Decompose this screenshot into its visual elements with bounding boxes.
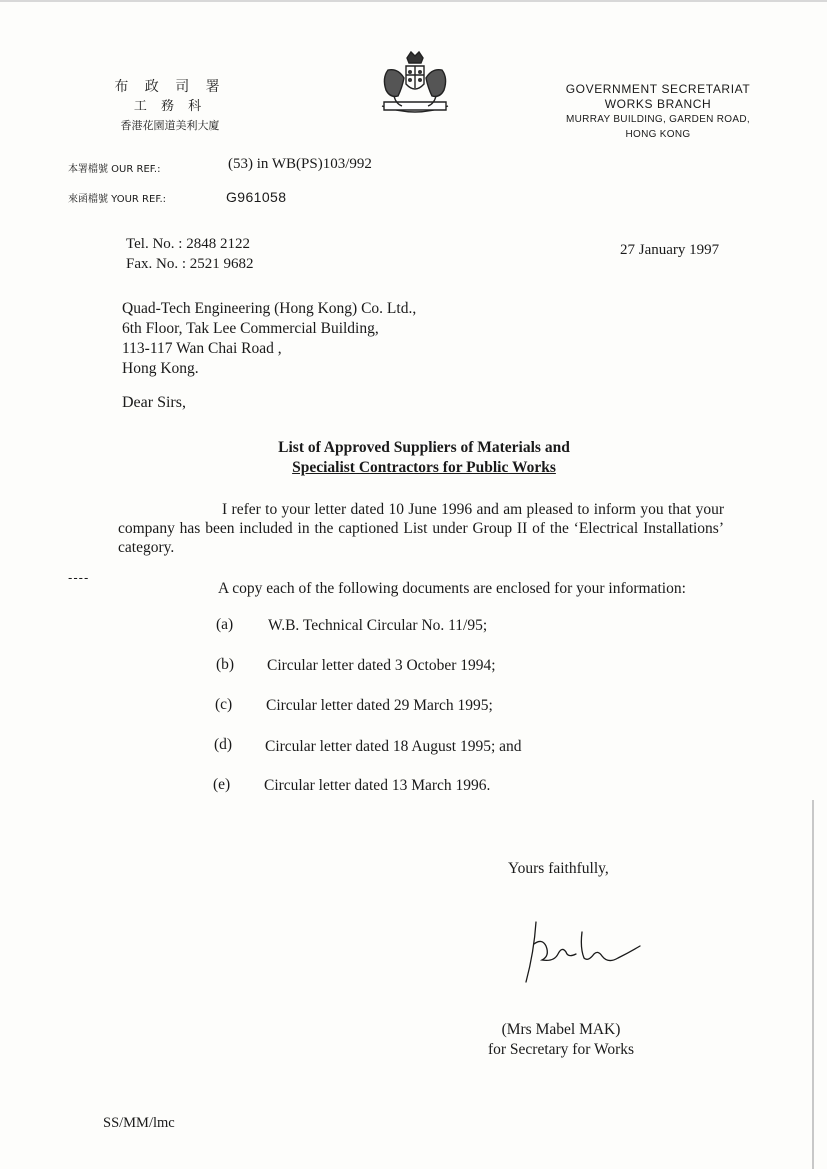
your-ref-value: G961058 [226, 189, 287, 205]
enclosure-letter: (d) [214, 736, 233, 753]
subject-line-1: List of Approved Suppliers of Materials and [278, 439, 570, 456]
margin-mark: ---- [68, 570, 90, 585]
recipient-address [122, 299, 416, 379]
your-ref-label: 來函檔號 YOUR REF.: [68, 194, 167, 205]
recipient-line: 113-117 Wan Chai Road , [122, 340, 282, 357]
city-line: HONG KONG [625, 129, 691, 140]
body-paragraph-text: I refer to your letter dated 10 June 1996 and am pleased to inform you that your company has been included in the captioned List under Group II of the ‘Electrical Installations’ category. [118, 501, 724, 556]
enclosure-text: W.B. Technical Circular No. 11/95; [268, 617, 488, 634]
signer-name: (Mrs Mabel MAK) [501, 1021, 621, 1038]
handwritten-signature [520, 912, 650, 992]
chinese-dept-name: 布 政 司 署 [114, 79, 226, 95]
contact-block [126, 234, 254, 274]
enclosure-letter: (a) [216, 616, 234, 633]
signer-block [478, 1020, 644, 1060]
tel-number: Tel. No. : 2848 2122 [126, 236, 250, 252]
enclosure-letter: (c) [215, 696, 233, 713]
recipient-line: Quad-Tech Engineering (Hong Kong) Co. Ltd., [122, 300, 417, 317]
fax-number: Fax. No. : 2521 9682 [126, 256, 254, 272]
chinese-branch-name: 工 務 科 [133, 99, 207, 114]
branch-name: WORKS BRANCH [604, 97, 712, 111]
recipient-line: Hong Kong. [122, 360, 199, 377]
enclosure-text: Circular letter dated 29 March 1995; [266, 697, 493, 714]
signer-title: for Secretary for Works [487, 1041, 635, 1058]
enclosures-intro: A copy each of the following documents are enclosed for your information: [218, 580, 686, 597]
our-ref-label: 本署檔號 OUR REF.: [68, 164, 161, 175]
reference-initials: SS/MM/lmc [103, 1115, 175, 1131]
english-letterhead [548, 82, 768, 142]
letter-date: 27 January 1997 [620, 242, 720, 258]
enclosure-text: Circular letter dated 18 August 1995; and [265, 738, 522, 755]
chinese-letterhead [100, 78, 240, 135]
closing: Yours faithfully, [508, 860, 609, 877]
royal-crest-icon [376, 48, 454, 122]
scan-edge-line [812, 800, 814, 1169]
salutation: Dear Sirs, [122, 394, 186, 411]
subject-heading [200, 438, 648, 478]
enclosure-text: Circular letter dated 3 October 1994; [267, 657, 496, 674]
enclosure-text: Circular letter dated 13 March 1996. [264, 777, 491, 794]
chinese-address: 香港花園道美利大廈 [120, 119, 220, 132]
dept-name: GOVERNMENT SECRETARIAT [565, 82, 751, 96]
page-top-border [0, 0, 827, 2]
body-paragraph [118, 500, 724, 557]
address-line: MURRAY BUILDING, GARDEN ROAD, [566, 114, 750, 125]
enclosure-letter: (e) [213, 776, 231, 793]
subject-line-2: Specialist Contractors for Public Works [292, 459, 556, 476]
enclosure-letter: (b) [216, 656, 235, 673]
recipient-line: 6th Floor, Tak Lee Commercial Building, [122, 320, 379, 337]
our-ref-value: (53) in WB(PS)103/992 [228, 156, 372, 172]
